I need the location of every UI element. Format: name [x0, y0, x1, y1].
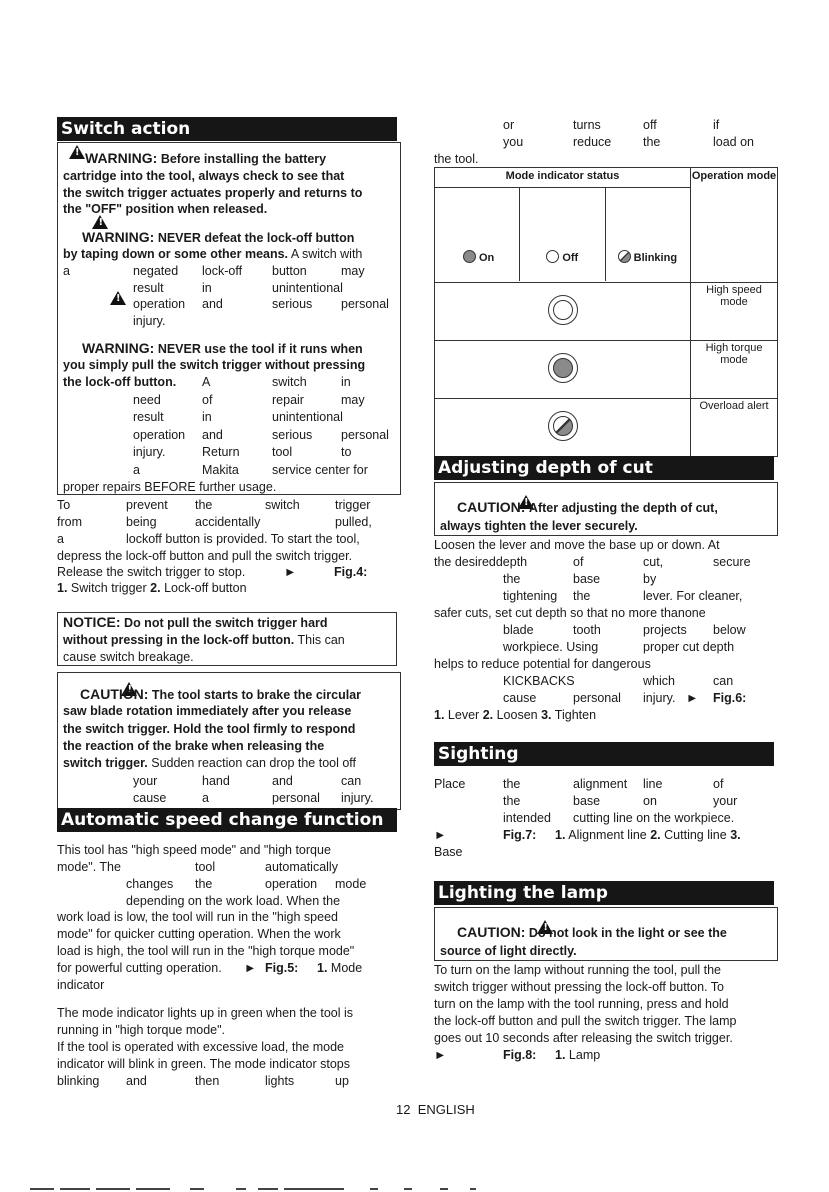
body-line: safer cuts, set cut depth so that no more thanone: [434, 606, 706, 620]
warning-3-word: in: [341, 375, 351, 389]
body-line: This tool has "high speed mode" and "high torque: [57, 843, 331, 857]
caution-line: CAUTION: After adjusting the depth of cut,: [457, 499, 718, 515]
body-word: load on: [713, 135, 755, 149]
table-row-indicator: [435, 399, 691, 457]
notice-line: cause switch breakage.: [63, 650, 194, 664]
body-word: cause: [503, 691, 537, 705]
led-off-icon: [546, 250, 559, 263]
body-word: projects: [643, 623, 687, 637]
body-word: injury.: [643, 691, 676, 705]
warning-3-line: WARNING: NEVER use the tool if it runs when: [82, 340, 363, 356]
warning-3-word: A: [202, 375, 211, 389]
caution-line: source of light directly.: [440, 944, 577, 958]
body-word: the desireddepth: [434, 555, 528, 569]
body-word: intended: [503, 811, 551, 825]
legend-off: Off: [520, 188, 605, 281]
caution-word: injury.: [341, 791, 374, 805]
warning-2-word: negated: [133, 264, 179, 278]
figure-caption: Base: [434, 845, 463, 859]
table-row-mode: Overload alert: [691, 399, 778, 457]
indicator-off-icon: [548, 295, 578, 325]
warning-3-word: of: [202, 393, 213, 407]
figure-ref: Fig.5:: [265, 961, 299, 975]
figure-caption: 1. Alignment line 2. Cutting line 3.: [555, 828, 741, 842]
section-title-automatic-speed: Automatic speed change function: [57, 808, 397, 832]
body-word: pulled,: [335, 515, 372, 529]
warning-3-word: Return: [202, 445, 240, 459]
warning-3-word: tool: [272, 445, 293, 459]
caution-line: always tighten the lever securely.: [440, 519, 638, 533]
body-word: the: [643, 135, 661, 149]
body-line: Release the switch trigger to stop.: [57, 565, 246, 579]
body-line: Loosen the lever and move the base up or down. At: [434, 538, 720, 552]
body-word: the: [195, 498, 213, 512]
warning-3-word: repair: [272, 393, 304, 407]
warning-2-line: injury.: [133, 314, 166, 328]
warning-3-word: service center for: [272, 463, 368, 477]
body-word: of: [573, 555, 584, 569]
body-line: running in "high torque mode".: [57, 1023, 226, 1037]
warning-2-word: unintentional: [272, 281, 343, 295]
body-line: helps to reduce potential for dangerous: [434, 657, 651, 671]
body-word: the: [195, 877, 213, 891]
warning-2-line: WARNING: NEVER defeat the lock-off button: [82, 229, 355, 245]
body-line: depress the lock-off button and pull the switch trigger.: [57, 549, 353, 563]
warning-3-word: result: [133, 410, 164, 424]
caution-word: hand: [202, 774, 230, 788]
figure-arrow: ►: [284, 565, 297, 579]
body-word: of: [713, 777, 724, 791]
body-word: cutting line on the workpiece.: [573, 811, 735, 825]
warning-2-word: a: [63, 264, 70, 278]
body-word: off: [643, 118, 657, 132]
notice-line: without pressing in the lock-off button. This can: [63, 633, 345, 647]
warning-2-word: button: [272, 264, 307, 278]
body-word: prevent: [126, 498, 168, 512]
figure-caption: 1. Switch trigger 2. Lock-off button: [57, 581, 247, 595]
warning-icon: [92, 215, 108, 229]
body-word: trigger: [335, 498, 371, 512]
figure-ref: Fig.6:: [713, 691, 747, 705]
body-word: your: [713, 794, 738, 808]
table-header-status: [435, 168, 691, 283]
body-word: personal: [573, 691, 621, 705]
body-word: tightening: [503, 589, 558, 603]
body-word: the: [503, 777, 521, 791]
warning-3-word: switch: [272, 375, 307, 389]
body-word: and: [126, 1074, 147, 1088]
body-line: If the tool is operated with excessive load, the mode: [57, 1040, 344, 1054]
body-word: which: [643, 674, 675, 688]
warning-2-word: serious: [272, 297, 313, 311]
body-word: line: [643, 777, 663, 791]
warning-1-line: cartridge into the tool, always check to see that: [63, 169, 345, 183]
body-word: mode". The: [57, 860, 121, 874]
figure-ref: Fig.8:: [503, 1048, 537, 1062]
body-word: base: [573, 572, 601, 586]
body-word: from: [57, 515, 82, 529]
figure-arrow: ►: [434, 828, 447, 842]
section-title-switch-action: Switch action: [57, 117, 397, 141]
body-word: tool: [195, 860, 216, 874]
body-line: The mode indicator lights up in green when the tool is: [57, 1006, 354, 1020]
body-word: operation: [265, 877, 318, 891]
caution-word: and: [272, 774, 293, 788]
table-header-mode: Operation mode: [691, 168, 778, 283]
notice-line: NOTICE: Do not pull the switch trigger hard: [63, 614, 328, 630]
body-word: switch: [265, 498, 300, 512]
warning-2-word: operation: [133, 297, 186, 311]
body-word: proper cut depth: [643, 640, 735, 654]
body-word: below: [713, 623, 746, 637]
caution-line: CAUTION: The tool starts to brake the circular: [80, 686, 362, 702]
body-word: on: [643, 794, 657, 808]
body-word: mode: [335, 877, 367, 891]
figure-caption: 1. Lever 2. Loosen 3. Tighten: [434, 708, 597, 722]
warning-1-line: the switch trigger actuates properly and returns to: [63, 186, 363, 200]
caution-word: your: [133, 774, 158, 788]
table-row-mode: High torque mode: [691, 341, 778, 399]
body-line: mode" for quicker cutting operation. When the work: [57, 927, 341, 941]
warning-icon: [110, 291, 126, 305]
warning-2-word: and: [202, 297, 223, 311]
body-word: the: [503, 572, 521, 586]
warning-3-word: need: [133, 393, 161, 407]
section-title-lighting-lamp: Lighting the lamp: [434, 881, 774, 905]
body-word: KICKBACKS: [503, 674, 575, 688]
figure-caption: indicator: [57, 978, 105, 992]
body-word: then: [195, 1074, 220, 1088]
warning-2-word: result: [133, 281, 164, 295]
warning-2-line: by taping down or some other means. A switch with: [63, 247, 363, 261]
footer-language: ENGLISH: [417, 1102, 475, 1117]
figure-arrow: ►: [434, 1048, 447, 1062]
body-word: up: [335, 1074, 349, 1088]
body-word: lockoff button is provided. To start the tool,: [126, 532, 360, 546]
body-word: being: [126, 515, 157, 529]
warning-icon: [69, 145, 85, 159]
caution-line: CAUTION: Do not look in the light or see the: [457, 924, 727, 940]
figure-arrow: ►: [244, 961, 257, 975]
warning-3-word: Makita: [202, 463, 239, 477]
body-word: you: [503, 135, 524, 149]
body-line: turn on the lamp with the tool running, press and hold: [434, 997, 729, 1011]
warning-2-word: in: [202, 281, 212, 295]
body-line: for powerful cutting operation.: [57, 961, 222, 975]
warning-3-line: you simply pull the switch trigger without pressing: [63, 358, 366, 372]
caution-line: the switch trigger. Hold the tool firmly to respond: [63, 722, 356, 736]
table-row-mode: High speed mode: [691, 283, 778, 341]
warning-2-word: lock-off: [202, 264, 243, 278]
figure-ref: Fig.4:: [334, 565, 368, 579]
body-word: blade: [503, 623, 534, 637]
body-word: blinking: [57, 1074, 100, 1088]
body-word: changes: [126, 877, 174, 891]
body-word: the: [573, 589, 591, 603]
mode-indicator-table: [434, 167, 778, 457]
warning-3-word: personal: [341, 428, 389, 442]
warning-3-word: serious: [272, 428, 313, 442]
body-word: can: [713, 674, 734, 688]
body-line: depending on the work load. When the: [126, 894, 341, 908]
indicator-on-icon: [548, 353, 578, 383]
caution-line: the reaction of the brake when releasing the: [63, 739, 325, 753]
page-number: 12: [396, 1102, 411, 1117]
printer-marks: [0, 1186, 829, 1192]
body-word: by: [643, 572, 657, 586]
caution-line: saw blade rotation immediately after you release: [63, 704, 352, 718]
page-footer: [396, 1102, 475, 1118]
body-word: lever. For cleaner,: [643, 589, 743, 603]
body-word: Place: [434, 777, 466, 791]
body-word: turns: [573, 118, 601, 132]
body-word: accidentally: [195, 515, 261, 529]
body-word: or: [503, 118, 515, 132]
table-row-indicator: [435, 283, 691, 341]
body-line: goes out 10 seconds after releasing the switch trigger.: [434, 1031, 733, 1045]
warning-1-line: the "OFF" position when released.: [63, 202, 268, 216]
figure-arrow: ►: [686, 691, 699, 705]
warning-3-word: a: [133, 463, 140, 477]
warning-2-word: personal: [341, 297, 389, 311]
body-word: alignment: [573, 777, 628, 791]
body-line: the lock-off button and pull the switch trigger. The lamp: [434, 1014, 737, 1028]
caution-word: cause: [133, 791, 167, 805]
legend-on: On: [435, 188, 520, 281]
caution-word: a: [202, 791, 209, 805]
warning-3-line: proper repairs BEFORE further usage.: [63, 480, 277, 494]
body-word: base: [573, 794, 601, 808]
body-line: switch trigger without pressing the lock-off button. To: [434, 980, 724, 994]
led-on-icon: [463, 250, 476, 263]
warning-1-line: WARNING: Before installing the battery: [85, 150, 327, 166]
warning-3-word: in: [202, 410, 212, 424]
led-blinking-icon: [618, 250, 631, 263]
body-word: automatically: [265, 860, 338, 874]
indicator-blinking-icon: [548, 411, 578, 441]
table-row-indicator: [435, 341, 691, 399]
body-word: secure: [713, 555, 751, 569]
caution-word: personal: [272, 791, 320, 805]
body-word: workpiece. Using: [503, 640, 599, 654]
warning-3-word: unintentional: [272, 410, 343, 424]
body-line: work load is low, the tool will run in the "high speed: [57, 910, 338, 924]
caution-line: switch trigger. Sudden reaction can drop the tool off: [63, 756, 357, 770]
header-status-label: Mode indicator status: [435, 168, 690, 188]
warning-3-word: and: [202, 428, 223, 442]
figure-caption: 1. Mode: [317, 961, 363, 975]
body-word: tooth: [573, 623, 601, 637]
body-word: reduce: [573, 135, 612, 149]
body-word: lights: [265, 1074, 295, 1088]
warning-3-line: the lock-off button.: [63, 375, 177, 389]
warning-3-word: injury.: [133, 445, 166, 459]
warning-3-word: to: [341, 445, 352, 459]
body-line: To turn on the lamp without running the tool, pull the: [434, 963, 721, 977]
body-word: To: [57, 498, 71, 512]
warning-2-word: may: [341, 264, 365, 278]
figure-ref: Fig.7:: [503, 828, 537, 842]
section-title-adjusting-depth: Adjusting depth of cut: [434, 456, 774, 480]
warning-3-word: may: [341, 393, 365, 407]
body-word: if: [713, 118, 720, 132]
body-word: cut,: [643, 555, 664, 569]
section-title-sighting: Sighting: [434, 742, 774, 766]
caution-word: can: [341, 774, 362, 788]
figure-caption: 1. Lamp: [555, 1048, 601, 1062]
body-word: a: [57, 532, 64, 546]
body-line: the tool.: [434, 152, 479, 166]
body-line: load is high, the tool will run in the "high torque mode": [57, 944, 355, 958]
warning-3-word: operation: [133, 428, 186, 442]
legend-blinking: Blinking: [606, 188, 690, 281]
body-line: indicator will blink in green. The mode indicator stops: [57, 1057, 350, 1071]
body-word: the: [503, 794, 521, 808]
